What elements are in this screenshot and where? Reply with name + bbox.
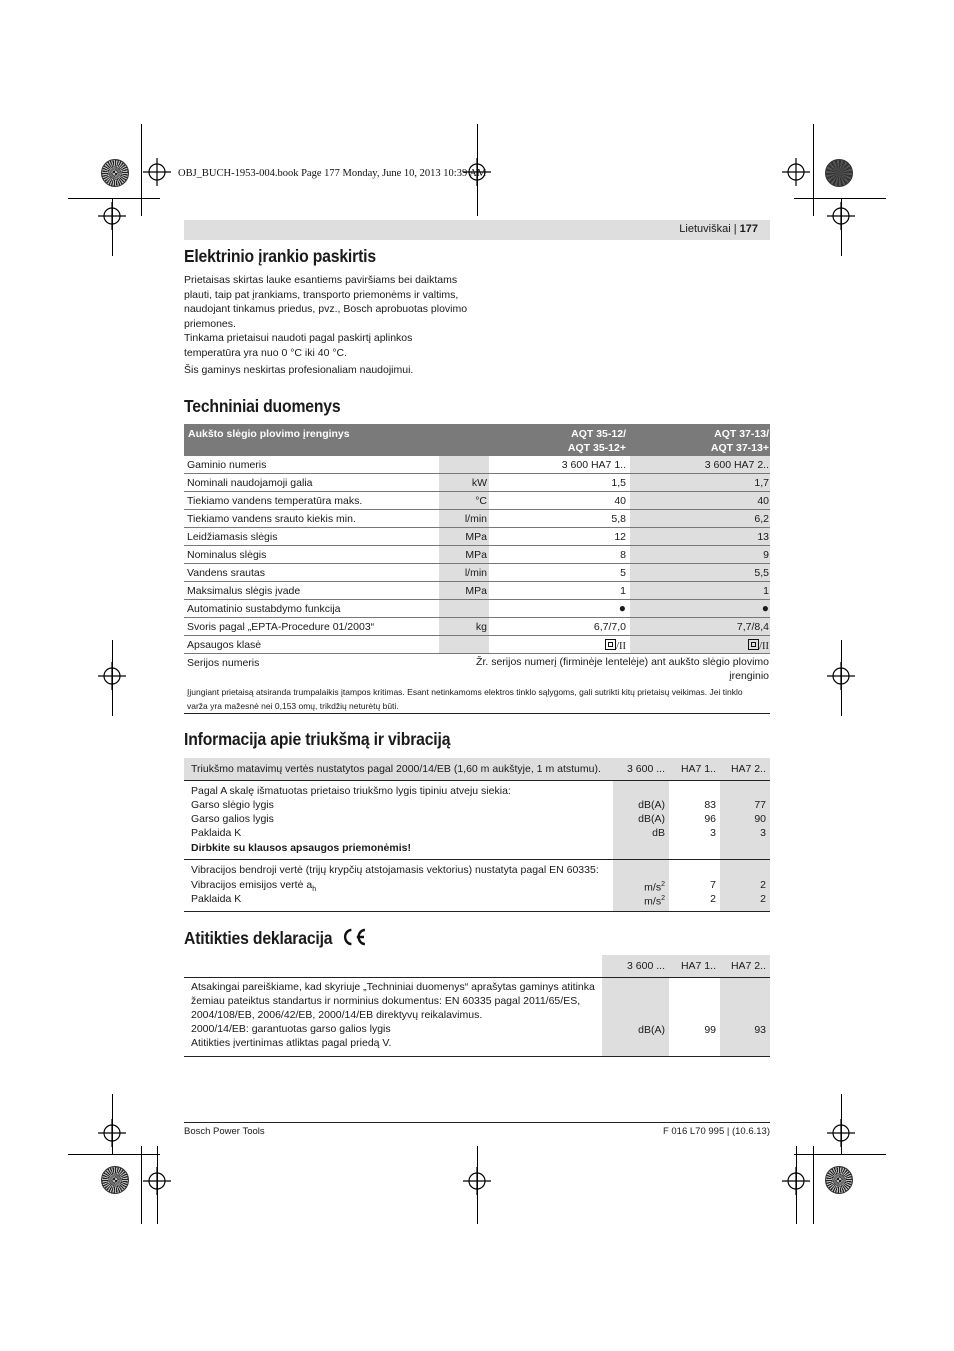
technical-footnote: Įjungiant prietaisą atsiranda trumpalaikis įtampos kritimas. Esant netinkamoms elektros tinklo sąlygoms, gali sutrikti kitų prietaisų veikimas. Jei tinklo varža yra mažesnė nei 0,153 omų, trikdžių neturėtų būti. xyxy=(187,687,743,711)
auto-stop-dot: ● xyxy=(618,601,626,615)
table-row: Apsaugos klasė /II /II xyxy=(184,636,770,654)
section-title-conformity: Atitikties deklaracija xyxy=(184,927,367,949)
table-row: Nominalus slėgis MPa 8 9 xyxy=(184,546,770,564)
divider xyxy=(184,713,770,714)
protection-class-icon xyxy=(748,639,759,650)
page-header xyxy=(184,220,770,240)
table-row: Svoris pagal „EPTA-Procedure 01/2003“ kg 6,7/7,0 7,7/8,4 xyxy=(184,618,770,636)
page-number: 177 xyxy=(739,223,758,235)
table-row: Tiekiamo vandens srauto kiekis min. l/min 5,8 6,2 xyxy=(184,510,770,528)
table-row: Nominali naudojamoji galia kW 1,5 1,7 xyxy=(184,474,770,492)
table-row: Tiekiamo vandens temperatūra maks. °C 40 40 xyxy=(184,492,770,510)
table-row: Leidžiamasis slėgis MPa 12 13 xyxy=(184,528,770,546)
purpose-text: Prietaisas skirtas lauke esantiems paviršiams bei daiktams plauti, taip pat įrankiams, transporto priemonėms ir valtims, naudojant tinkamus priedus, pvz., Bosch aprobuotas plovimo priemones. Tinkama prietaisui naudoti pagal paskirtį aplinkos temperatūra yra nuo 0 °C iki 40 °C. Šis gaminys neskirtas profesionaliam naudojimui. xyxy=(184,274,468,376)
protection-class-icon xyxy=(605,639,616,650)
auto-stop-dot: ● xyxy=(630,600,770,617)
table-row: Automatinio sustabdymo funkcija ● ● xyxy=(184,600,770,618)
footer-left: Bosch Power Tools xyxy=(184,1126,265,1137)
footer-divider xyxy=(184,1122,770,1123)
section-title-noise: Informacija apie triukšmą ir vibraciją xyxy=(184,729,451,749)
table-header: Aukšto slėgio plovimo įrenginys AQT 35-12/ AQT 35-12+ AQT 37-13/ AQT 37-13+ xyxy=(184,424,770,456)
table-row: Maksimalus slėgis įvade MPa 1 1 xyxy=(184,582,770,600)
table-row-serial: Serijos numeris Žr. serijos numerį (firminėje lentelėje) ant aukšto slėgio plovimo įrenginio xyxy=(187,656,769,682)
ce-mark-icon xyxy=(340,927,367,947)
table-row: Vandens srautas l/min 5 5,5 xyxy=(184,564,770,582)
header-language: Lietuviškai xyxy=(679,223,731,235)
section-title-purpose: Elektrinio įrankio paskirtis xyxy=(184,246,376,266)
conformity-table: 3 600 ... HA7 1.. HA7 2.. Atsakingai pareiškiame, kad skyriuje „Techniniai duomenys“ aprašytas gaminys atitinka žemiau pateiktus standartus ir norminius dokumentus: EN 60335 pagal 2011/65/ES, 2004/108/EB, 2006/42/EB, 2000/14/EB direktyvų reikalavimus. 2000/14/EB: garantuotas garso galios lygis Atitikties įvertinimas atliktas pagal priedą V. dB(A) 99 93 xyxy=(184,955,770,1058)
print-slug: OBJ_BUCH-1953-004.book Page 177 Monday, June 10, 2013 10:39 AM xyxy=(178,168,487,179)
table-row: Gaminio numeris 3 600 HA7 1.. 3 600 HA7 2.. xyxy=(184,456,770,474)
section-title-technical: Techniniai duomenys xyxy=(184,396,341,416)
header-separator: | xyxy=(733,223,737,235)
technical-data-table xyxy=(184,424,770,684)
footer-right: F 016 L70 995 | (10.6.13) xyxy=(662,1126,770,1137)
noise-vibration-table: Triukšmo matavimų vertės nustatytos pagal 2000/14/EB (1,60 m aukštyje, 1 m atstumu). 3 600 ... HA7 1.. HA7 2.. Pagal A skalę išmatuotas prietaiso triukšmo lygis tipiniu atveju siekia: Garso slėgio lygis Garso galios lygis Paklaida K Dirbkite su klausos apsaugos priemonėmis! dB(A) dB(A) dB 83 96 3 77 90 3 Vibracijos bendroji vertė (trijų krypčių atstojamasis vektorius) nustatyta pagal EN 60335: Vibracijos emisijos vertė $a_h$ Paklaida K $m/s^2$ $m/s^2$ 7 2 2 2 xyxy=(184,758,770,912)
